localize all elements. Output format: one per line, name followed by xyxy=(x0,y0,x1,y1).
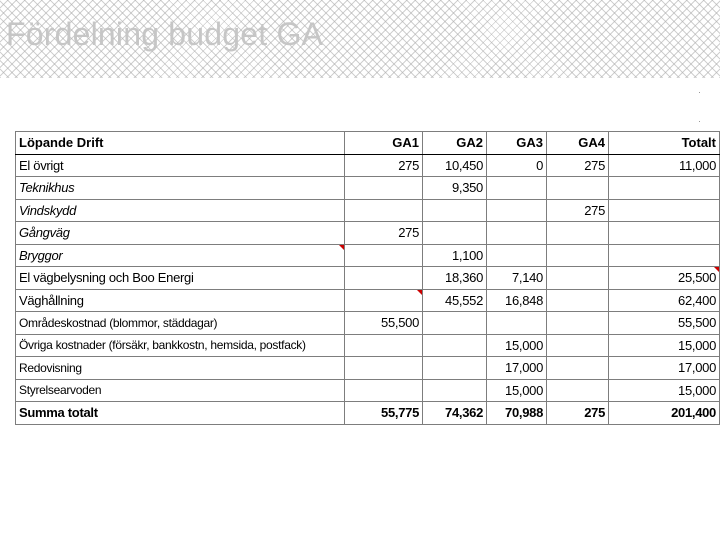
table-row xyxy=(16,154,720,177)
cell-total xyxy=(609,177,720,200)
total-total: 201,400 xyxy=(609,402,720,425)
comment-flag-icon xyxy=(417,290,422,295)
comment-flag-icon xyxy=(339,245,344,250)
cell-ga4 xyxy=(547,334,609,357)
total-ga4: 275 xyxy=(547,402,609,425)
table-row xyxy=(16,357,720,380)
cell-total xyxy=(609,222,720,245)
row-label: Gångväg xyxy=(16,222,345,245)
cell-ga4: 275 xyxy=(547,154,609,177)
cell-total xyxy=(609,199,720,222)
cell-ga2 xyxy=(423,312,487,335)
total-ga2: 74,362 xyxy=(423,402,487,425)
cell-ga2: 10,450 xyxy=(423,154,487,177)
cell-ga3 xyxy=(487,312,547,335)
row-label: Områdeskostnad (blommor, städdagar) xyxy=(16,312,345,335)
cell-ga1 xyxy=(345,334,423,357)
cell-ga1 xyxy=(345,379,423,402)
total-ga3: 70,988 xyxy=(487,402,547,425)
cell-ga3: 0 xyxy=(487,154,547,177)
cell-ga1: 55,500 xyxy=(345,312,423,335)
total-ga1: 55,775 xyxy=(345,402,423,425)
table-row xyxy=(16,312,720,335)
cell-ga3 xyxy=(487,222,547,245)
cell-ga3 xyxy=(487,177,547,200)
table-header-row xyxy=(16,132,720,155)
table-row xyxy=(16,222,720,245)
column-header-total: Totalt xyxy=(609,132,720,155)
cell-total-text: 25,500 xyxy=(678,270,716,286)
cell-ga3: 7,140 xyxy=(487,267,547,290)
cell-ga1: 275 xyxy=(345,222,423,245)
cell-ga4 xyxy=(547,222,609,245)
table-row xyxy=(16,244,720,267)
row-label: Vindskydd xyxy=(16,199,345,222)
cell-ga1 xyxy=(345,177,423,200)
cell-total xyxy=(609,244,720,267)
row-label xyxy=(16,244,345,267)
column-header-ga1: GA1 xyxy=(345,132,423,155)
table-row xyxy=(16,289,720,312)
comment-flag-icon xyxy=(714,267,719,272)
budget-table xyxy=(15,131,720,425)
cell-ga3 xyxy=(487,199,547,222)
table-row xyxy=(16,267,720,290)
cell-ga1 xyxy=(345,267,423,290)
corner-dot xyxy=(699,92,700,93)
cell-ga2: 9,350 xyxy=(423,177,487,200)
total-row-label: Summa totalt xyxy=(16,402,345,425)
cell-ga2: 45,552 xyxy=(423,289,487,312)
corner-dot xyxy=(699,121,700,122)
cell-ga4: 275 xyxy=(547,199,609,222)
cell-ga4 xyxy=(547,177,609,200)
cell-ga3 xyxy=(487,244,547,267)
cell-total: 62,400 xyxy=(609,289,720,312)
row-label: Teknikhus xyxy=(16,177,345,200)
column-header-ga2: GA2 xyxy=(423,132,487,155)
cell-ga2: 1,100 xyxy=(423,244,487,267)
column-header-ga3: GA3 xyxy=(487,132,547,155)
cell-ga4 xyxy=(547,244,609,267)
table-row xyxy=(16,334,720,357)
row-label: Övriga kostnader (försäkr, bankkostn, hemsida, postfack) xyxy=(16,334,345,357)
cell-ga3: 15,000 xyxy=(487,379,547,402)
cell-ga1 xyxy=(345,244,423,267)
cell-ga1 xyxy=(345,199,423,222)
cell-ga4 xyxy=(547,357,609,380)
cell-ga2 xyxy=(423,222,487,245)
cell-total: 17,000 xyxy=(609,357,720,380)
cell-ga4 xyxy=(547,289,609,312)
cell-total: 15,000 xyxy=(609,334,720,357)
cell-ga3: 15,000 xyxy=(487,334,547,357)
cell-total: 55,500 xyxy=(609,312,720,335)
row-label-text: Bryggor xyxy=(19,247,63,263)
cell-ga2: 18,360 xyxy=(423,267,487,290)
cell-ga1 xyxy=(345,357,423,380)
row-label: El övrigt xyxy=(16,154,345,177)
cell-ga1: 275 xyxy=(345,154,423,177)
cell-ga1 xyxy=(345,289,423,312)
cell-total: 11,000 xyxy=(609,154,720,177)
table-row xyxy=(16,177,720,200)
cell-ga2 xyxy=(423,334,487,357)
cell-ga2 xyxy=(423,357,487,380)
table-row xyxy=(16,379,720,402)
cell-ga2 xyxy=(423,199,487,222)
row-label: El vägbelysning och Boo Energi xyxy=(16,267,345,290)
cell-ga4 xyxy=(547,312,609,335)
cell-ga2 xyxy=(423,379,487,402)
row-label: Väghållning xyxy=(16,289,345,312)
table-row xyxy=(16,199,720,222)
row-label: Styrelsearvoden xyxy=(16,379,345,402)
table-total-row xyxy=(16,402,720,425)
cell-total xyxy=(609,267,720,290)
cell-ga3: 16,848 xyxy=(487,289,547,312)
row-label: Redovisning xyxy=(16,357,345,380)
column-header-category: Löpande Drift xyxy=(16,132,345,155)
cell-total: 15,000 xyxy=(609,379,720,402)
cell-ga3: 17,000 xyxy=(487,357,547,380)
slide-title: Fördelning budget GA xyxy=(6,16,324,52)
cell-ga4 xyxy=(547,267,609,290)
cell-ga4 xyxy=(547,379,609,402)
column-header-ga4: GA4 xyxy=(547,132,609,155)
budget-table-container xyxy=(15,131,720,425)
